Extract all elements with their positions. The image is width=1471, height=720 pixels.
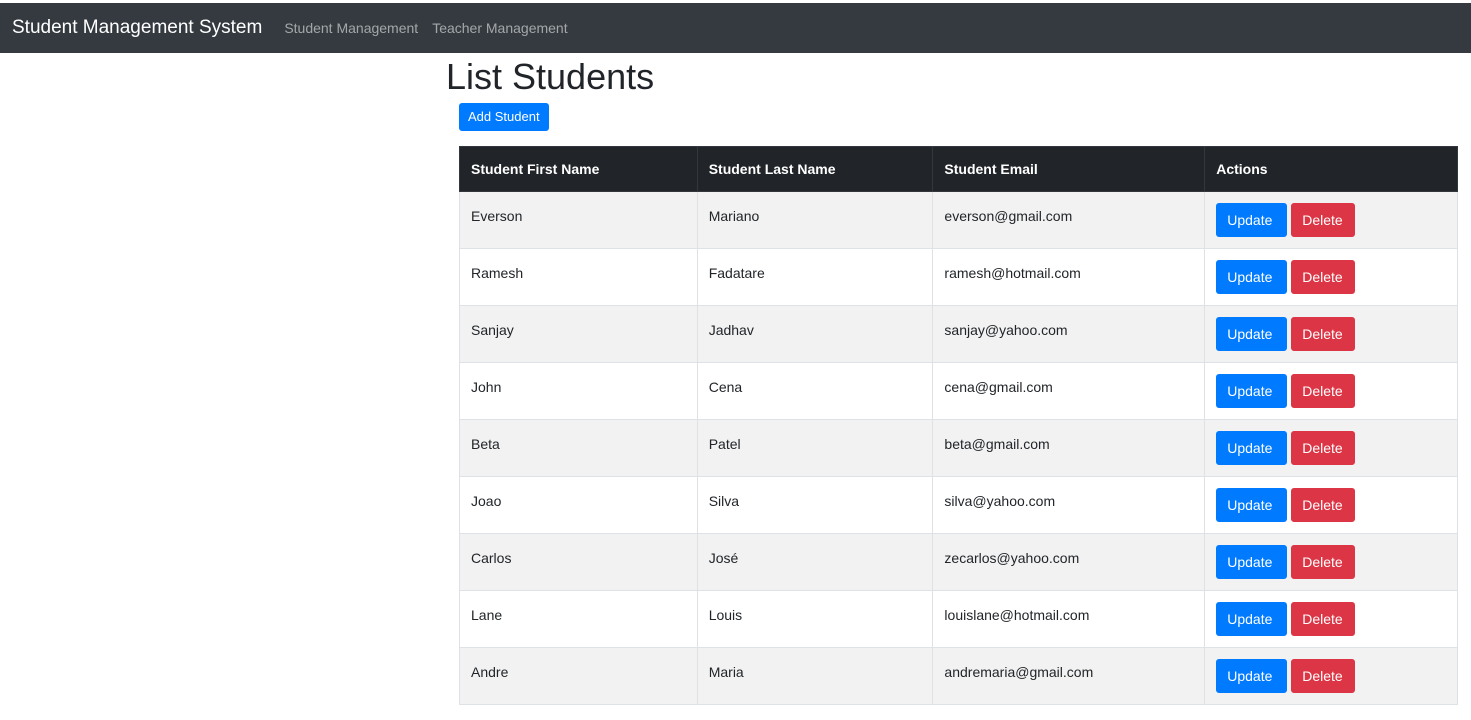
cell-email: ramesh@hotmail.com xyxy=(933,249,1205,306)
delete-button[interactable]: Delete xyxy=(1291,203,1355,237)
cell-last-name: Patel xyxy=(697,420,933,477)
cell-first-name: Lane xyxy=(460,591,698,648)
cell-last-name: Maria xyxy=(697,648,933,705)
cell-first-name: Sanjay xyxy=(460,306,698,363)
cell-actions xyxy=(1205,477,1458,534)
delete-button[interactable]: Delete xyxy=(1291,545,1355,579)
table-row xyxy=(460,306,1458,363)
cell-last-name: Mariano xyxy=(697,192,933,249)
nav-link-teacher-management[interactable]: Teacher Management xyxy=(432,20,568,36)
cell-last-name: Jadhav xyxy=(697,306,933,363)
cell-actions xyxy=(1205,306,1458,363)
cell-actions xyxy=(1205,363,1458,420)
cell-email: louislane@hotmail.com xyxy=(933,591,1205,648)
cell-last-name: Cena xyxy=(697,363,933,420)
cell-first-name: Beta xyxy=(460,420,698,477)
cell-actions xyxy=(1205,192,1458,249)
delete-button[interactable]: Delete xyxy=(1291,659,1355,693)
table-row xyxy=(460,477,1458,534)
delete-button[interactable]: Delete xyxy=(1291,431,1355,465)
cell-first-name: Carlos xyxy=(460,534,698,591)
table-row xyxy=(460,192,1458,249)
update-button[interactable]: Update xyxy=(1216,488,1287,522)
cell-first-name: Andre xyxy=(460,648,698,705)
delete-button[interactable]: Delete xyxy=(1291,317,1355,351)
header-actions: Actions xyxy=(1205,147,1458,192)
cell-first-name: Joao xyxy=(460,477,698,534)
update-button[interactable]: Update xyxy=(1216,545,1287,579)
cell-first-name: Everson xyxy=(460,192,698,249)
table-row xyxy=(460,591,1458,648)
cell-first-name: Ramesh xyxy=(460,249,698,306)
update-button[interactable]: Update xyxy=(1216,659,1287,693)
table-body xyxy=(460,192,1458,705)
update-button[interactable]: Update xyxy=(1216,431,1287,465)
header-email: Student Email xyxy=(933,147,1205,192)
header-last-name: Student Last Name xyxy=(697,147,933,192)
nav-link-student-management[interactable]: Student Management xyxy=(284,20,419,36)
update-button[interactable]: Update xyxy=(1216,317,1287,351)
cell-email: silva@yahoo.com xyxy=(933,477,1205,534)
update-button[interactable]: Update xyxy=(1216,260,1287,294)
cell-email: beta@gmail.com xyxy=(933,420,1205,477)
cell-actions xyxy=(1205,249,1458,306)
cell-last-name: Silva xyxy=(697,477,933,534)
cell-email: everson@gmail.com xyxy=(933,192,1205,249)
delete-button[interactable]: Delete xyxy=(1291,260,1355,294)
table-row xyxy=(460,648,1458,705)
header-first-name: Student First Name xyxy=(460,147,698,192)
cell-last-name: Fadatare xyxy=(697,249,933,306)
table-header-row xyxy=(460,147,1458,192)
cell-actions xyxy=(1205,591,1458,648)
update-button[interactable]: Update xyxy=(1216,374,1287,408)
cell-actions xyxy=(1205,648,1458,705)
delete-button[interactable]: Delete xyxy=(1291,488,1355,522)
students-table xyxy=(459,146,1458,705)
add-student-button[interactable]: Add Student xyxy=(459,103,549,131)
cell-email: zecarlos@yahoo.com xyxy=(933,534,1205,591)
table-row xyxy=(460,420,1458,477)
cell-actions xyxy=(1205,420,1458,477)
cell-first-name: John xyxy=(460,363,698,420)
cell-email: cena@gmail.com xyxy=(933,363,1205,420)
page-title: List Students xyxy=(446,56,655,97)
delete-button[interactable]: Delete xyxy=(1291,374,1355,408)
table-row xyxy=(460,249,1458,306)
delete-button[interactable]: Delete xyxy=(1291,602,1355,636)
update-button[interactable]: Update xyxy=(1216,203,1287,237)
navbar-brand[interactable]: Student Management System xyxy=(12,17,263,38)
update-button[interactable]: Update xyxy=(1216,602,1287,636)
cell-actions xyxy=(1205,534,1458,591)
cell-email: sanjay@yahoo.com xyxy=(933,306,1205,363)
cell-last-name: José xyxy=(697,534,933,591)
table-header xyxy=(460,147,1458,192)
cell-email: andremaria@gmail.com xyxy=(933,648,1205,705)
table-row xyxy=(460,363,1458,420)
top-navbar xyxy=(0,3,1471,53)
table-row xyxy=(460,534,1458,591)
cell-last-name: Louis xyxy=(697,591,933,648)
